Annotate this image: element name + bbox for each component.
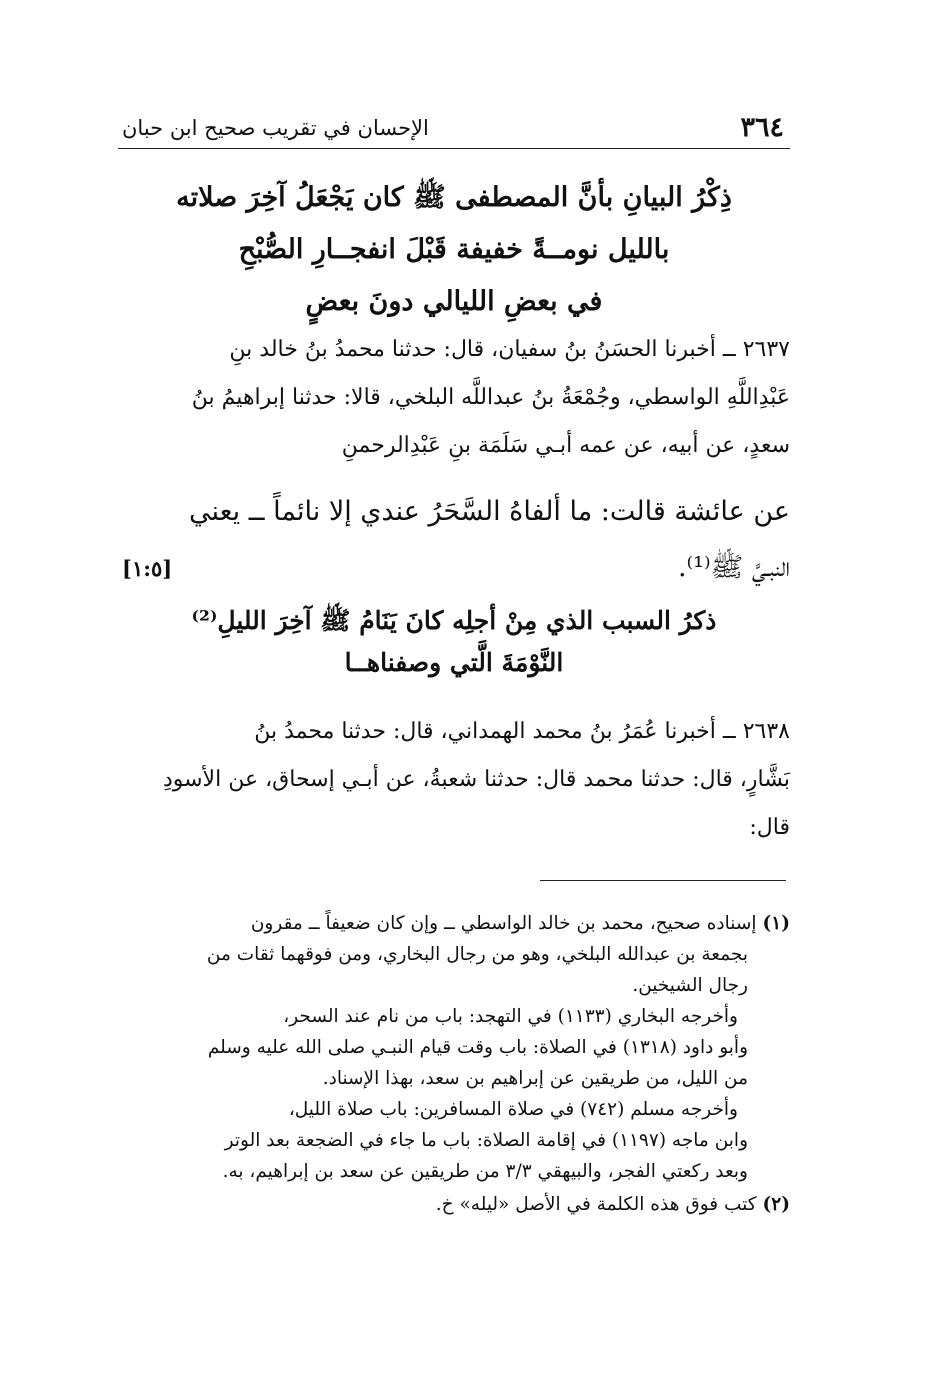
paragraph-line: عَبْدِاللَّهِ الواسطي، وجُمْعَةُ بنُ عبداللَّه البلخي، قالا: حدثنا إبراهيمُ بنُ (191, 385, 790, 410)
footnote-line: (١)إسناده صحيح، محمد بن خالد الواسطي ــ وإن كان ضعيفاً ــ مقرون (250, 913, 790, 934)
footnote-2 (118, 1189, 790, 1220)
paragraph-line: ٢٦٣٧ ــ أخبرنا الحسَنُ بنُ سفيان، قال: حدثنا محمدُ بنُ خالد بنِ (229, 337, 790, 362)
footnote-line: وبعد ركعتي الفجر، والبيهقي ٣/٣ من طريقين عن سعد بن إبراهيم، به. (222, 1161, 748, 1182)
page-header (118, 108, 790, 149)
footnote-line: رجال الشيخين. (632, 975, 748, 996)
footnote-line: وأبو داود (١٣١٨) في الصلاة: باب وقت قيام النبـي صلى الله عليه وسلم (207, 1037, 748, 1058)
footnote-line: (٢)كتب فوق هذه الكلمة في الأصل «ليله» خ. (435, 1194, 790, 1215)
hadith-2637-matn (118, 484, 790, 596)
hadith-2637-isnad (118, 326, 790, 470)
footnotes (118, 908, 790, 1222)
footnote-number: (٢) (762, 1194, 790, 1215)
paragraph-line: عن عائشة قالت: ما ألفاهُ السَّحَرُ عندي إلا نائماً ــ يعني (188, 496, 790, 527)
paragraph-line: سعدٍ، عن أبيه، عن عمه أبـي سَلَمَة بنِ عَبْدِالرحمنِ (341, 433, 790, 458)
running-title: الإحسان في تقريب صحيح ابن حبان (122, 116, 429, 140)
heading-line: ذِكْرُ البيانِ بأنَّ المصطفى ﷺ كان يَجْعَلُ آخِرَ صلاته (176, 182, 732, 213)
heading-line: بالليل نومــةً خفيفة قَبْلَ انفجــارِ الصُّبْحِ (238, 234, 670, 265)
hadith-2638-isnad (118, 708, 790, 852)
footnote-divider (540, 880, 786, 881)
footnote-line: وابن ماجه (١١٩٧) في إقامة الصلاة: باب ما جاء في الضجعة بعد الوتر (224, 1130, 748, 1151)
heading-line: النَّوْمَةَ الَّتي وصفناهــا (344, 648, 564, 677)
heading-line: ذكرُ السبب الذي مِنْ أجلِه كانَ يَنَامُ ﷺ آخِرَ الليلِ⁽²⁾ (191, 606, 717, 635)
footnote-number: (١) (762, 913, 790, 934)
chapter-heading-1 (118, 172, 790, 328)
footnote-line: بجمعة بن عبدالله البلخي، وهو من رجال البخاري، ومن فوقهما ثقات من (206, 944, 748, 965)
paragraph-line: بَشَّارٍ، قال: حدثنا محمد قال: حدثنا شعبةُ، عن أبـي إسحاق، عن الأسودِ (162, 767, 790, 792)
reference-mark: [١:٥] (122, 556, 173, 581)
page-number: ٣٦٤ (740, 112, 784, 143)
footnote-line: من الليل، من طريقين عن إبراهيم بن سعد، بهذا الإسناد. (322, 1068, 748, 1089)
heading-line: في بعضِ الليالي دونَ بعضٍ (305, 286, 603, 317)
paragraph-line: قال: (749, 815, 790, 840)
footnote-1 (118, 908, 790, 1187)
chapter-heading-2 (118, 600, 790, 684)
footnote-line: وأخرجه مسلم (٧٤٢) في صلاة المسافرين: باب صلاة الليل، (288, 1099, 738, 1120)
paragraph-line: ٢٦٣٨ ــ أخبرنا عُمَرُ بنُ محمد الهمداني، قال: حدثنا محمدُ بنُ (254, 719, 790, 744)
paragraph-line: النبـيَّ ﷺ⁽¹⁾. (677, 552, 790, 583)
footnote-line: وأخرجه البخاري (١١٣٣) في التهجد: باب من نام عند السحر، (283, 1006, 738, 1027)
